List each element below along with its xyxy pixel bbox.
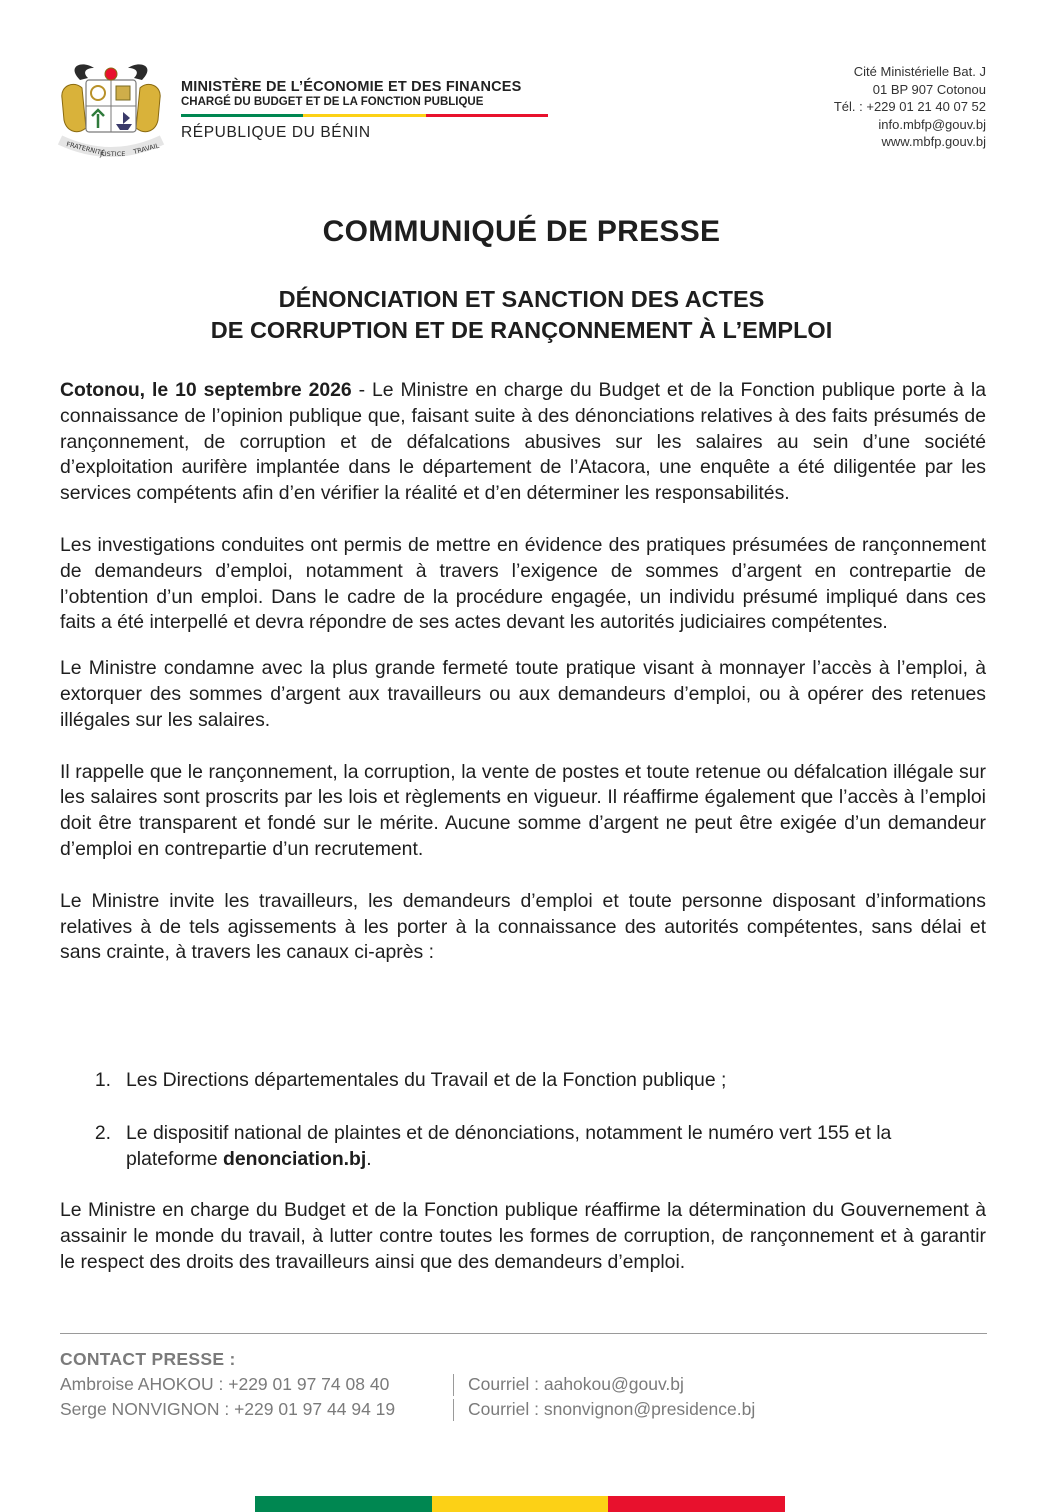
- address-email[interactable]: info.mbfp@gouv.bj: [878, 116, 986, 132]
- paragraph-2: Les investigations conduites ont permis de mettre en évidence des pratiques présumées de rançonnement de demandeurs d’emploi, notamment à travers l’exigence de sommes d’argent en contrepartie de l’obtention d’un emploi. Dans le cadre de la procédure engagée, un individu présumé impliqué dans ces faits a été interpellé et devra répondre de ses actes devant les autorités judiciaires compétentes.: [60, 533, 986, 634]
- paragraph-6: Le Ministre en charge du Budget et de la Fonction publique réaffirme la détermination du Gouvernement à assainir le monde du travail, à lutter contre toutes les formes de corruption, de rançonnement et à garantir le respect des droits des travailleurs ainsi que des demandeurs d’emploi.: [60, 1199, 986, 1273]
- communique-body: [60, 378, 986, 966]
- divider: [453, 1399, 454, 1421]
- paragraph-5: Le Ministre invite les travailleurs, les demandeurs d’emploi et toute personne disposant d’informations relatives à de tels agissements à les porter à la connaissance des autorités compétentes, sans délai et sans crainte, à travers les canaux ci-après :: [60, 889, 986, 964]
- benin-coat-of-arms-icon: [52, 58, 170, 162]
- list-item-text-part: .: [366, 1147, 372, 1170]
- subtitle-line-2: DE CORRUPTION ET DE RANÇONNEMENT À L’EMPLOI: [210, 317, 833, 343]
- address-line-1: Cité Ministérielle Bat. J: [853, 64, 986, 79]
- subtitle-line-1: DÉNONCIATION ET SANCTION DES ACTES: [278, 286, 765, 312]
- list-item-text-part: Le dispositif national de plaintes et de dénonciations, notamment le numéro vert 155 et la plateforme: [126, 1121, 892, 1170]
- divider: [60, 1333, 987, 1334]
- channels-list: [60, 1068, 986, 1172]
- contact-name-phone: Ambroise AHOKOU : +229 01 97 74 08 40: [60, 1374, 390, 1394]
- platform-link[interactable]: denonciation.bj: [223, 1147, 367, 1170]
- motto-word-2: JUSTICE: [100, 150, 126, 158]
- ministry-name: MINISTÈRE DE L’ÉCONOMIE ET DES FINANCES: [181, 79, 522, 95]
- address-line-2: 01 BP 907 Cotonou: [872, 81, 986, 97]
- flag-stripe: [181, 114, 548, 117]
- list-item: [60, 1068, 986, 1094]
- ministry-subtitle: CHARGÉ DU BUDGET ET DE LA FONCTION PUBLIQUE: [181, 96, 484, 108]
- contact-email[interactable]: Courriel : aahokou@gouv.bj: [468, 1374, 684, 1394]
- date-lead: Cotonou, le 10 septembre 2026: [60, 379, 352, 401]
- address-phone: Tél. : +229 01 21 40 07 52: [833, 99, 986, 114]
- contact-name-phone: Serge NONVIGNON : +229 01 97 44 94 19: [60, 1399, 396, 1419]
- press-contact-row: [60, 1374, 684, 1396]
- paragraph-4: Il rappelle que le rançonnement, la corruption, la vente de postes et toute retenue ou défalcation illégale sur les salaires sont proscrits par les lois et règlements en vigueur. Il réaffirme également que l’accès à l’emploi doit être transparent et fondé sur le mérite. Aucune somme d’argent ne peut être exigée d’un demandeur d’emploi en contrepartie d’un recrutement.: [60, 760, 986, 860]
- list-item-text: Les Directions départementales du Travail et de la Fonction publique ;: [126, 1069, 727, 1091]
- paragraph-1: [60, 378, 986, 507]
- paragraph-1-text: - Le Ministre en charge du Budget et de la Fonction publique porte à la connaissance de l’opinion publique que, faisant suite à des dénonciations relatives à des faits présumés de rançonnement, de corruption et de défalcations abusives sur les salaires au sein d’une société d’exploitation aurifère implantée dans le département de l’Atacora, une enquête a été diligentée par les services compétents afin d’en vérifier la réalité et d’en déterminer les responsabilités.: [60, 379, 986, 505]
- list-item-number: 2.: [94, 1121, 111, 1144]
- motto-word-1: FRATERNITÉ: [65, 140, 106, 158]
- document-title: COMMUNIQUÉ DE PRESSE: [322, 215, 721, 248]
- press-contact-heading: CONTACT PRESSE :: [60, 1349, 236, 1369]
- ministry-header: [181, 79, 551, 142]
- press-contact-row: [60, 1399, 755, 1421]
- paragraph-3: Le Ministre condamne avec la plus grande fermeté toute pratique visant à monnayer l’accès à l’emploi, à extorquer des sommes d’argent aux travailleurs ou aux demandeurs d’emploi, ou à opérer des retenues illégales sur les salaires.: [60, 657, 986, 731]
- ministry-address: [834, 63, 986, 151]
- list-item-text: [126, 1121, 986, 1173]
- motto-word-3: TRAVAIL: [132, 141, 160, 156]
- list-item-number: 1.: [94, 1069, 111, 1091]
- address-website[interactable]: www.mbfp.gouv.bj: [881, 134, 986, 149]
- country-name: RÉPUBLIQUE DU BÉNIN: [181, 124, 371, 141]
- divider: [453, 1374, 454, 1396]
- document-subtitle: [0, 284, 1043, 346]
- contact-email[interactable]: Courriel : snonvignon@presidence.bj: [468, 1399, 756, 1419]
- list-item: [60, 1121, 986, 1173]
- bottom-flag-stripe: [255, 1496, 785, 1512]
- closing-section: [60, 1198, 986, 1275]
